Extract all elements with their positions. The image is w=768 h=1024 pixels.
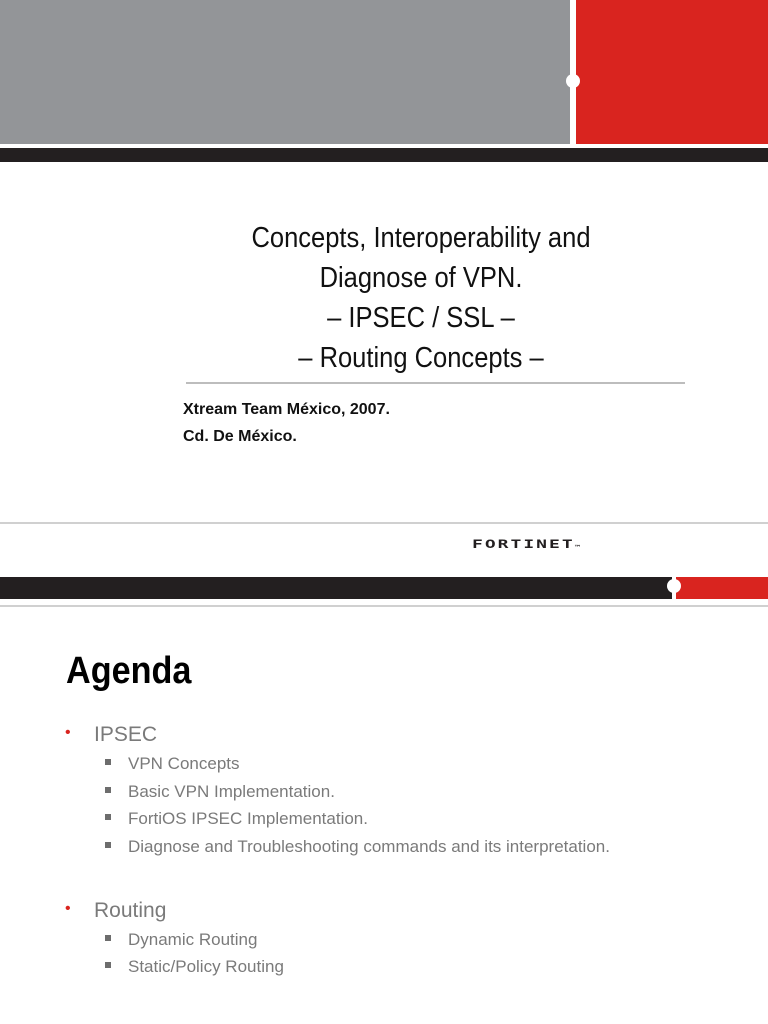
fortinet-logo: FORTINET™ — [472, 538, 581, 552]
square-bullet-icon — [105, 962, 111, 968]
subtitle-line: Cd. De México. — [183, 428, 297, 445]
square-bullet-icon — [105, 842, 111, 848]
header-gray-block — [0, 0, 570, 144]
agenda-header-dot — [667, 579, 681, 593]
slide-subtitle — [183, 396, 390, 450]
square-bullet-icon — [105, 935, 111, 941]
agenda-item: Static/Policy Routing — [128, 957, 284, 976]
agenda-header-black-band — [0, 577, 674, 599]
agenda-header-rule — [0, 605, 768, 607]
subtitle-line: Xtream Team México, 2007. — [183, 401, 390, 418]
agenda-section-label: Routing — [94, 899, 167, 922]
title-line: Diagnose of VPN. — [319, 262, 523, 294]
logo-text: FORTINET — [472, 538, 575, 552]
title-divider — [186, 382, 685, 384]
header-dot — [566, 74, 580, 88]
footer-divider — [0, 522, 768, 524]
bullet-dot-icon: • — [65, 724, 71, 741]
agenda-item: FortiOS IPSEC Implementation. — [128, 809, 368, 828]
agenda-item: Dynamic Routing — [128, 930, 258, 949]
agenda-item: VPN Concepts — [128, 754, 240, 773]
square-bullet-icon — [105, 814, 111, 820]
header-red-block — [576, 0, 768, 144]
title-line: Concepts, Interoperability and — [251, 222, 591, 254]
title-line: – IPSEC / SSL – — [327, 302, 515, 334]
header-black-band — [0, 148, 768, 162]
bullet-dot-icon: • — [65, 900, 71, 917]
agenda-heading: Agenda — [66, 650, 192, 692]
agenda-item: Basic VPN Implementation. — [128, 782, 335, 801]
square-bullet-icon — [105, 787, 111, 793]
square-bullet-icon — [105, 759, 111, 765]
agenda-section-label: IPSEC — [94, 723, 158, 746]
slide-title — [209, 218, 633, 378]
agenda-header-red-block — [676, 577, 768, 599]
title-line: – Routing Concepts – — [298, 342, 544, 374]
agenda-item: Diagnose and Troubleshooting commands and its interpretation. — [128, 837, 610, 856]
